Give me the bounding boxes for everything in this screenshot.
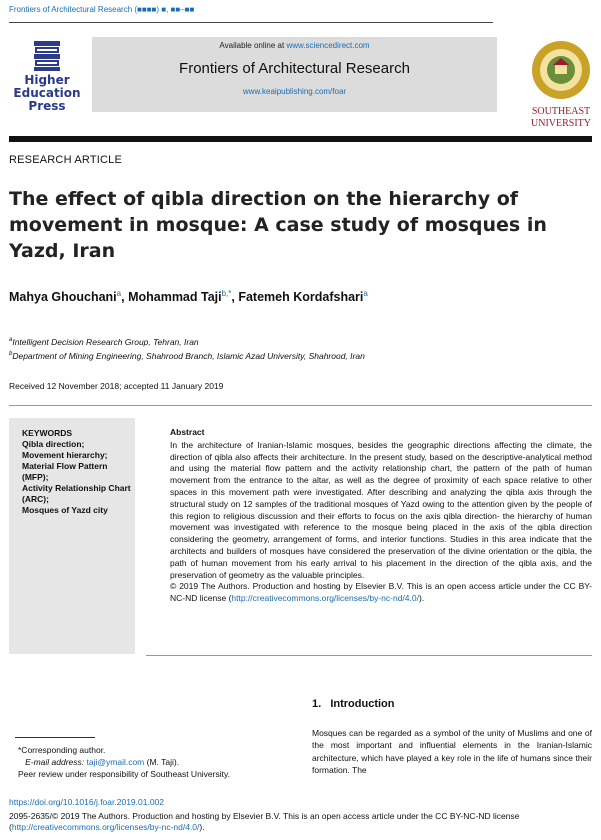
email-note <box>18 756 230 768</box>
publisher-logo <box>8 38 86 113</box>
corresponding-author-note: *Corresponding author. <box>18 745 106 755</box>
peer-review-note: Peer review under responsibility of Southeast University. <box>18 769 230 779</box>
footnotes <box>18 744 230 780</box>
section-divider <box>9 405 592 406</box>
author-affiliation-mark[interactable]: a <box>363 289 368 298</box>
copyright-end: ). <box>418 593 425 604</box>
abstract <box>170 427 592 605</box>
received-dates: Received 12 November 2018; accepted 11 January 2019 <box>9 381 224 391</box>
available-prefix: Available online at <box>219 41 287 50</box>
footnote-rule <box>15 737 95 738</box>
university-seal-icon <box>531 40 591 100</box>
books-icon <box>30 38 64 72</box>
introduction-text: Mosques can be regarded as a symbol of the unity of Muslims and one of the most important and influential elements in the Iranian-Islamic architecture, which have played a key role in the life of humans since their formation. The <box>312 728 592 776</box>
author-list: Mahya Ghouchani$^a$, Mohammad Taji$^{b,*}$, Fatemeh Kordafshari$^a$ <box>9 289 368 305</box>
affiliations <box>9 334 365 362</box>
affiliation-text: Intelligent Decision Research Group, Tehran, Iran <box>12 336 199 347</box>
author-affiliation-mark[interactable]: a <box>116 289 122 298</box>
available-online <box>92 41 497 50</box>
publisher-logo-line: Education <box>13 86 81 100</box>
article-title: The effect of qibla direction on the hierarchy of movement in mosque: A case study of mosques in Yazd, Iran <box>9 188 547 262</box>
university-name-line2: UNIVERSITY <box>531 118 591 129</box>
license-link[interactable]: http://creativecommons.org/licenses/by-nc-nd/4.0/ <box>231 593 419 604</box>
university-logo <box>527 40 595 129</box>
affiliation-mark: a <box>9 337 13 343</box>
keywords-title: KEYWORDS <box>22 428 73 438</box>
affiliation-text: Department of Mining Engineering, Shahrood Branch, Islamic Azad University, Shahrood, Iran <box>12 350 365 361</box>
issn-copyright: 2095-2635/© 2019 The Authors. Production and hosting by Elsevier B.V. This is an open access article under the CC BY-NC-ND license (http://creativecommons.org/licenses/by-nc-nd/4.0/). <box>9 811 520 832</box>
author-affiliation-mark[interactable]: b,* <box>221 289 232 298</box>
abstract-divider <box>146 655 592 656</box>
author-name: Mohammad Taji <box>128 290 222 305</box>
author-name: Mahya Ghouchani <box>9 290 117 305</box>
keywords-box <box>9 418 135 654</box>
issn-text: 2095-2635/© 2019 The Authors. Production and hosting by Elsevier B.V. This is an open access article under the CC BY-NC-ND license <box>9 811 520 821</box>
section-heading-introduction: 1. Introduction <box>312 698 395 710</box>
sciencedirect-link[interactable]: www.sciencedirect.com <box>286 41 370 50</box>
journal-banner <box>92 37 497 112</box>
doi-link[interactable]: https://doi.org/10.1016/j.foar.2019.01.002 <box>9 797 165 807</box>
running-head: Frontiers of Architectural Research (■■■■) ■, ■■–■■ <box>9 5 195 14</box>
journal-title: Frontiers of Architectural Research <box>179 60 410 77</box>
affiliation-mark: b <box>9 350 13 357</box>
email-suffix: (M. Taji). <box>144 757 180 767</box>
copyright-text: © 2019 The Authors. Production and hosting by Elsevier B.V. This is an open access article under the CC BY-NC-ND license ( <box>170 581 592 604</box>
email-link[interactable]: taji@ymail.com <box>86 757 145 767</box>
keyword-item: Material Flow Pattern (MFP); <box>22 461 108 482</box>
publisher-logo-line: Press <box>28 99 66 113</box>
issn-end: ). <box>199 822 205 832</box>
university-name-line1: SOUTHEAST <box>531 106 591 117</box>
issn-license-link[interactable]: http://creativecommons.org/licenses/by-nc-nd/4.0/ <box>11 822 200 832</box>
keyword-item: Qibla direction; <box>22 439 85 449</box>
keyword-item: Mosques of Yazd city <box>22 505 108 515</box>
author-name: Fatemeh Kordafshari <box>238 290 364 305</box>
article-type: RESEARCH ARTICLE <box>9 154 123 166</box>
affiliation-a <box>9 334 365 348</box>
header-divider <box>9 136 592 142</box>
abstract-body: In the architecture of Iranian-Islamic mosques, besides the geographic directions affecting the climate, the direction of qibla also affects their architecture. In the present study, based on the descriptive-analytical method and using the material flow pattern and the activity relationship chart, the pattern of the path of human movement from the entrance to the altar, as well as the degree of proximity of each space relative to other spaces in this movement path were investigated. After describing and analyzing the qibla axis through the structural study on 12 samples of the traditional mosques of Yazd owing to the attention given by the people of this region to religious discussion and their efforts to focus on the axis qibla direction- the hierarchy of human movement was investigated with reference to the mosque being placed in the axis of the qibla direction considering the geometry, arrangement of forms, and interior functions. Studies in this area indicate that the architects and builders of mosques have considered the preservation of the divine orientation or the qibla, the path of human movement from his early arrival to his placement in the direction of the qibla axis, and the preservation of geometry as the valuable principles. <box>170 439 592 580</box>
journal-url-link[interactable]: www.keaipublishing.com/foar <box>242 87 347 96</box>
email-label: E-mail address: <box>25 757 87 767</box>
abstract-copyright <box>170 581 592 605</box>
affiliation-b <box>9 348 365 362</box>
keyword-item: Movement hierarchy; <box>22 450 108 460</box>
publisher-logo-line: Higher <box>24 73 70 87</box>
abstract-title: Abstract <box>170 427 205 437</box>
keyword-item: Activity Relationship Chart (ARC); <box>22 483 131 504</box>
running-head-rule <box>9 22 493 23</box>
